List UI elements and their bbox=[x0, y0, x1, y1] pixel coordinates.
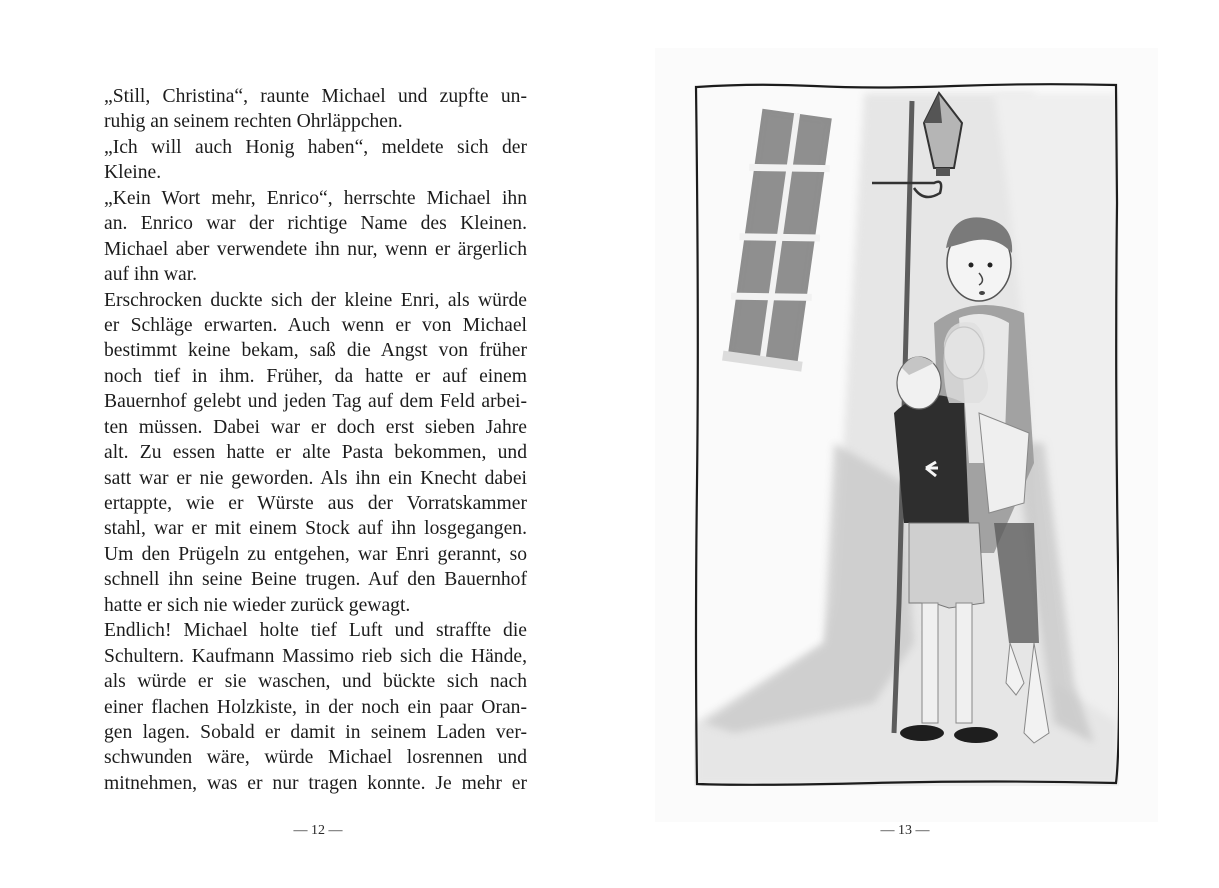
text-line: schnell ihn seine Beine trugen. Auf den Bauernhof bbox=[104, 569, 527, 591]
text-line: bestimmt keine bekam, saß die Angst von früher bbox=[104, 340, 527, 362]
body-text bbox=[104, 84, 527, 796]
text-line: Endlich! Michael holte tief Luft und straffte die bbox=[104, 620, 527, 642]
text-line: auf ihn war. bbox=[104, 264, 198, 286]
text-line: satt war er nie geworden. Als ihn ein Knecht dabei bbox=[104, 467, 527, 489]
illustration bbox=[694, 83, 1119, 786]
text-line: Bauernhof gelebt und jeden Tag auf dem Feld arbei- bbox=[104, 391, 527, 413]
text-line: mitnehmen, was er nur tragen konnte. Je mehr er bbox=[104, 772, 527, 794]
text-line: als würde er sie waschen, und bückte sich nach bbox=[104, 671, 527, 693]
text-line: gen lagen. Sobald er damit in seinem Laden ver- bbox=[104, 721, 527, 743]
page-number-left: — 12 — bbox=[293, 823, 343, 838]
text-line: ten müssen. Dabei war er doch erst sieben Jahre bbox=[104, 416, 527, 438]
text-line: ertappte, wie er Würste aus der Vorratskammer bbox=[104, 493, 527, 514]
text-line: schwunden wäre, würde Michael losrennen und bbox=[104, 747, 527, 769]
text-line: „Kein Wort mehr, Enrico“, herrschte Michael ihn bbox=[104, 187, 527, 209]
text-line: Kleine. bbox=[104, 162, 162, 184]
text-line: noch tief in ihm. Früher, da hatte er auf einem bbox=[104, 365, 527, 387]
text-line: alt. Zu essen hatte er alte Pasta bekommen, und bbox=[104, 442, 527, 464]
text-line: Erschrocken duckte sich der kleine Enri, als würde bbox=[104, 289, 527, 311]
text-line: Schultern. Kaufmann Massimo rieb sich die Hände, bbox=[104, 645, 527, 667]
text-line: stahl, war er mit einem Stock auf ihn losgegangen. bbox=[104, 518, 527, 540]
text-line: Um den Prügeln zu entgehen, war Enri gerannt, so bbox=[104, 543, 527, 565]
text-line: er Schläge erwarten. Auch wenn er von Michael bbox=[104, 314, 527, 336]
page-number-right: — 13 — bbox=[880, 823, 930, 838]
text-line: einer flachen Holzkiste, in der noch ein paar Oran- bbox=[104, 696, 527, 718]
text-line: „Ich will auch Honig haben“, meldete sich der bbox=[104, 136, 527, 158]
text-line: an. Enrico war der richtige Name des Kleinen. bbox=[104, 213, 527, 235]
text-line: ruhig an seinem rechten Ohrläppchen. bbox=[104, 111, 403, 133]
text-line: hatte er sich nie wieder zurück gewagt. bbox=[104, 594, 411, 616]
text-line: „Still, Christina“, raunte Michael und zupfte un- bbox=[104, 86, 527, 107]
text-line: Michael aber verwendete ihn nur, wenn er ärgerlich bbox=[104, 238, 527, 260]
